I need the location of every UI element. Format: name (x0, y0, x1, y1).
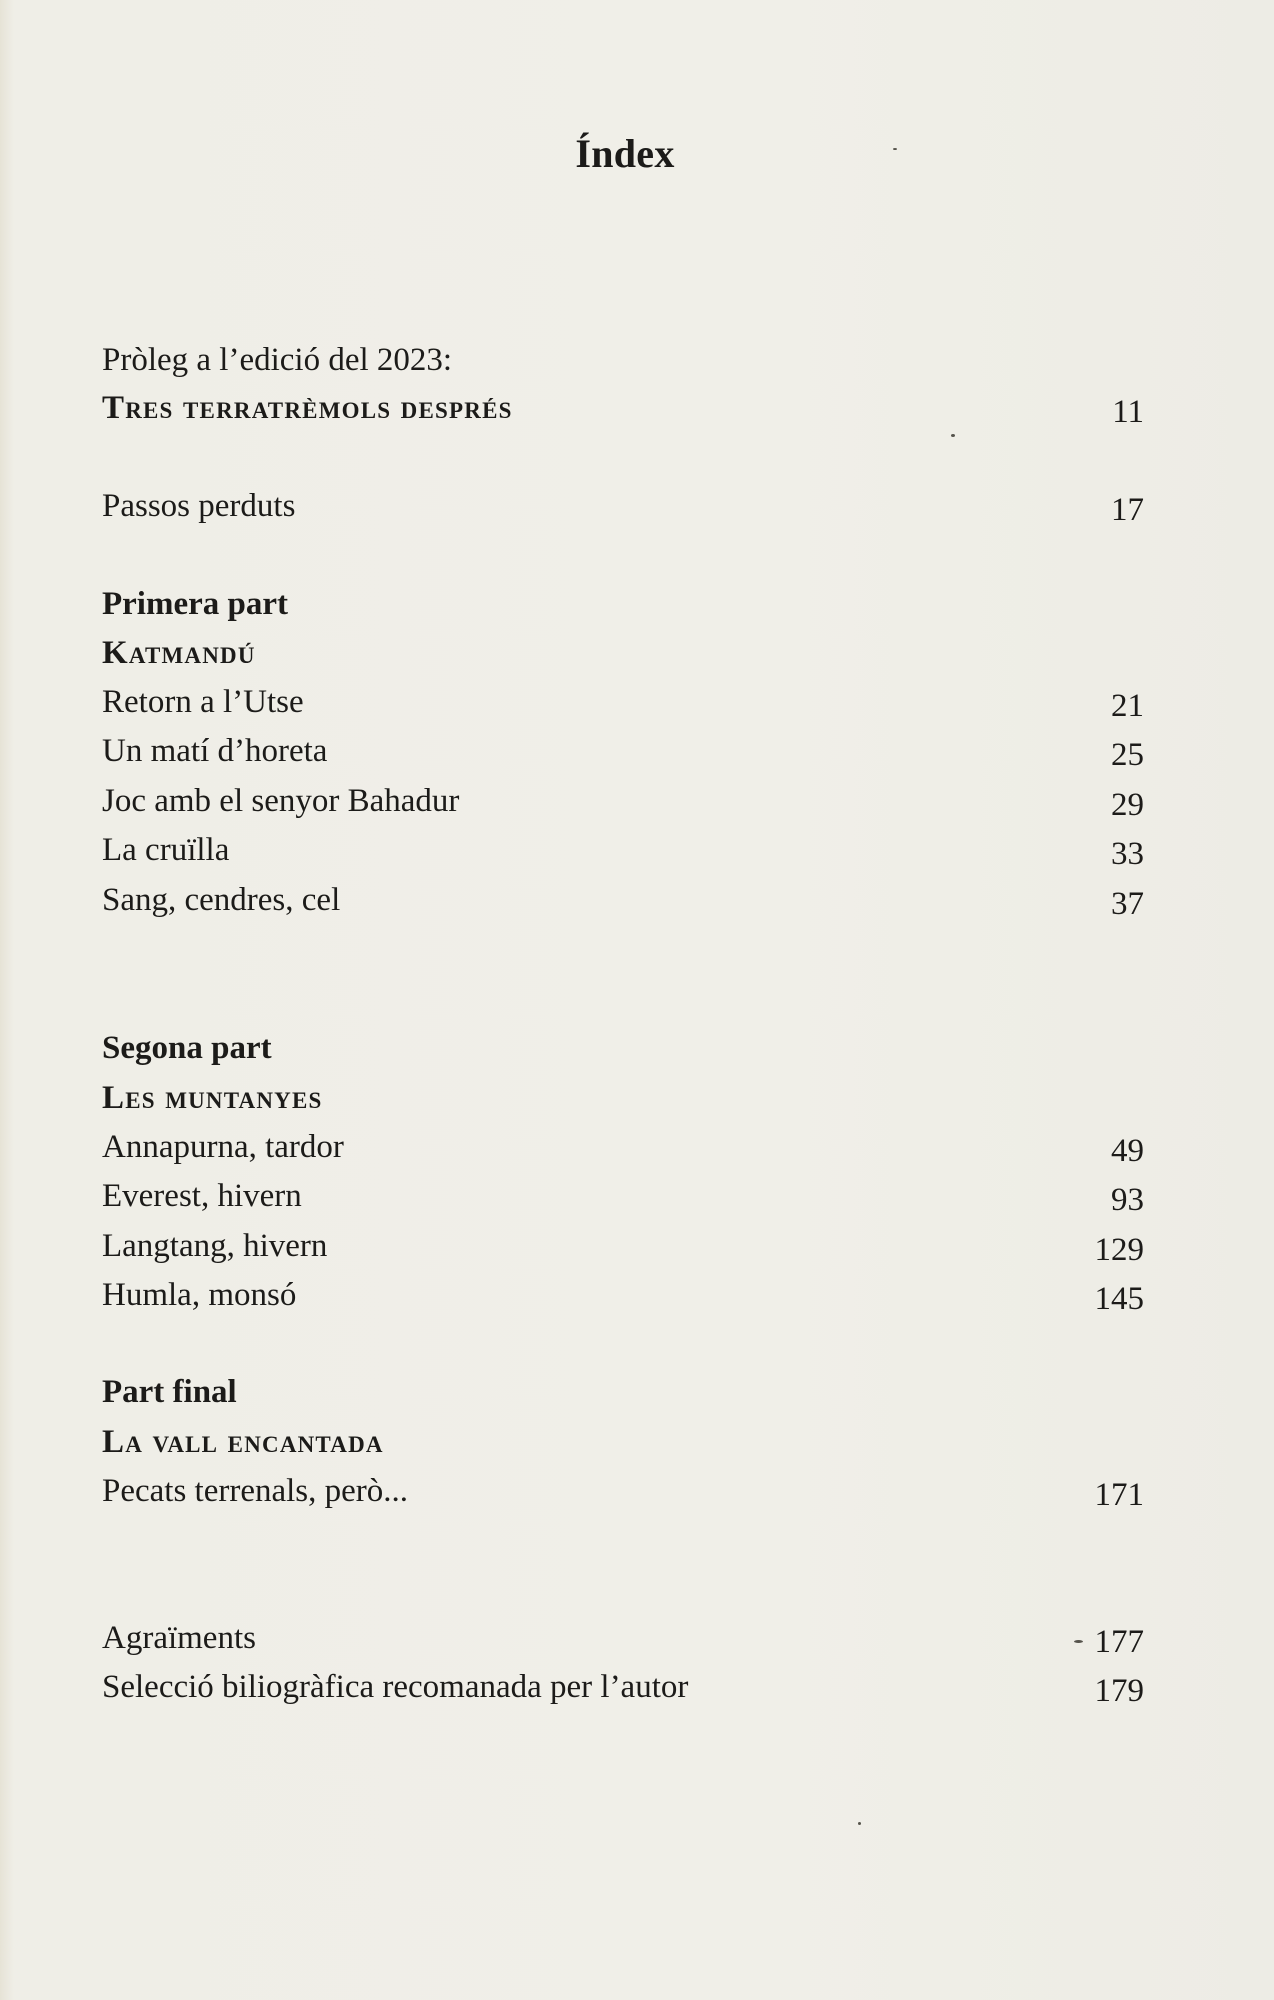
toc-part-heading (102, 1367, 1144, 1417)
toc-entry-label: Pecats terrenals, però... (102, 1473, 409, 1509)
toc-entry-bibliography (102, 1662, 1144, 1712)
toc-part-heading (102, 1023, 1144, 1073)
toc-page-number: 11 (1112, 394, 1144, 430)
scan-speck (951, 434, 955, 437)
toc-entry-label: Agraïments (102, 1620, 256, 1656)
toc-entry-label: Un matí d’horeta (102, 733, 328, 769)
toc-entry (102, 776, 1144, 826)
toc-page-number: 179 (1094, 1673, 1144, 1709)
toc-entry-label: Tres terratrèmols després (102, 390, 513, 426)
toc-entry-label: Les muntanyes (102, 1080, 323, 1116)
toc-entry (102, 726, 1144, 776)
toc-entry (102, 1221, 1144, 1271)
toc-page-number: 145 (1094, 1281, 1144, 1317)
toc-entry-label: La cruïlla (102, 832, 230, 868)
toc-page-number: 37 (1111, 886, 1144, 922)
toc-entry-prologue (102, 383, 1144, 433)
scan-speck (1074, 1640, 1083, 1643)
toc-page-number: 171 (1094, 1477, 1144, 1513)
toc-entry-label: Part final (102, 1374, 237, 1410)
toc-entry-label: Selecció biliogràfica recomanada per l’autor (102, 1669, 689, 1705)
toc-page-number: 29 (1111, 787, 1144, 823)
toc-entry-label: Segona part (102, 1030, 272, 1066)
toc-entry-label: La vall encantada (102, 1424, 384, 1460)
toc-page-number: 25 (1111, 737, 1144, 773)
toc-page-number: 21 (1111, 688, 1144, 724)
toc-entry (102, 1466, 1144, 1516)
toc-entry-label: Retorn a l’Utse (102, 684, 304, 720)
toc-entry-prologue-intro (102, 335, 1144, 385)
scan-speck (858, 1822, 861, 1825)
toc-part-heading (102, 579, 1144, 629)
toc-part-title (102, 1073, 1144, 1123)
toc-page-number: 93 (1111, 1182, 1144, 1218)
toc-page-number: 177 (1094, 1624, 1144, 1660)
toc-entry-label: Passos perduts (102, 488, 296, 524)
toc-entry-passos-perduts (102, 481, 1144, 531)
toc-entry-label: Everest, hivern (102, 1178, 302, 1214)
toc-entry-label: Sang, cendres, cel (102, 882, 341, 918)
toc-entry (102, 825, 1144, 875)
toc-entry (102, 875, 1144, 925)
toc-entry (102, 1122, 1144, 1172)
toc-entry-label: Humla, monsó (102, 1277, 297, 1313)
toc-entry (102, 677, 1144, 727)
page-title: Índex (575, 131, 675, 176)
toc-part-title (102, 628, 1144, 678)
toc-page-number: 49 (1111, 1133, 1144, 1169)
toc-entry (102, 1270, 1144, 1320)
toc-entry-label: Primera part (102, 586, 288, 622)
toc-entry-label: Joc amb el senyor Bahadur (102, 783, 460, 819)
toc-entry-label: Annapurna, tardor (102, 1129, 344, 1165)
toc-page-number: 17 (1111, 492, 1144, 528)
toc-page-number: 33 (1111, 836, 1144, 872)
toc-entry-acknowledgements (102, 1613, 1144, 1663)
scan-speck (893, 148, 897, 150)
toc-entry-label: Langtang, hivern (102, 1228, 328, 1264)
toc-entry (102, 1171, 1144, 1221)
toc-entry-label: Pròleg a l’edició del 2023: (102, 342, 453, 378)
toc-part-title (102, 1417, 1144, 1467)
toc-page-number: 129 (1094, 1232, 1144, 1268)
toc-entry-label: Katmandú (102, 635, 256, 671)
